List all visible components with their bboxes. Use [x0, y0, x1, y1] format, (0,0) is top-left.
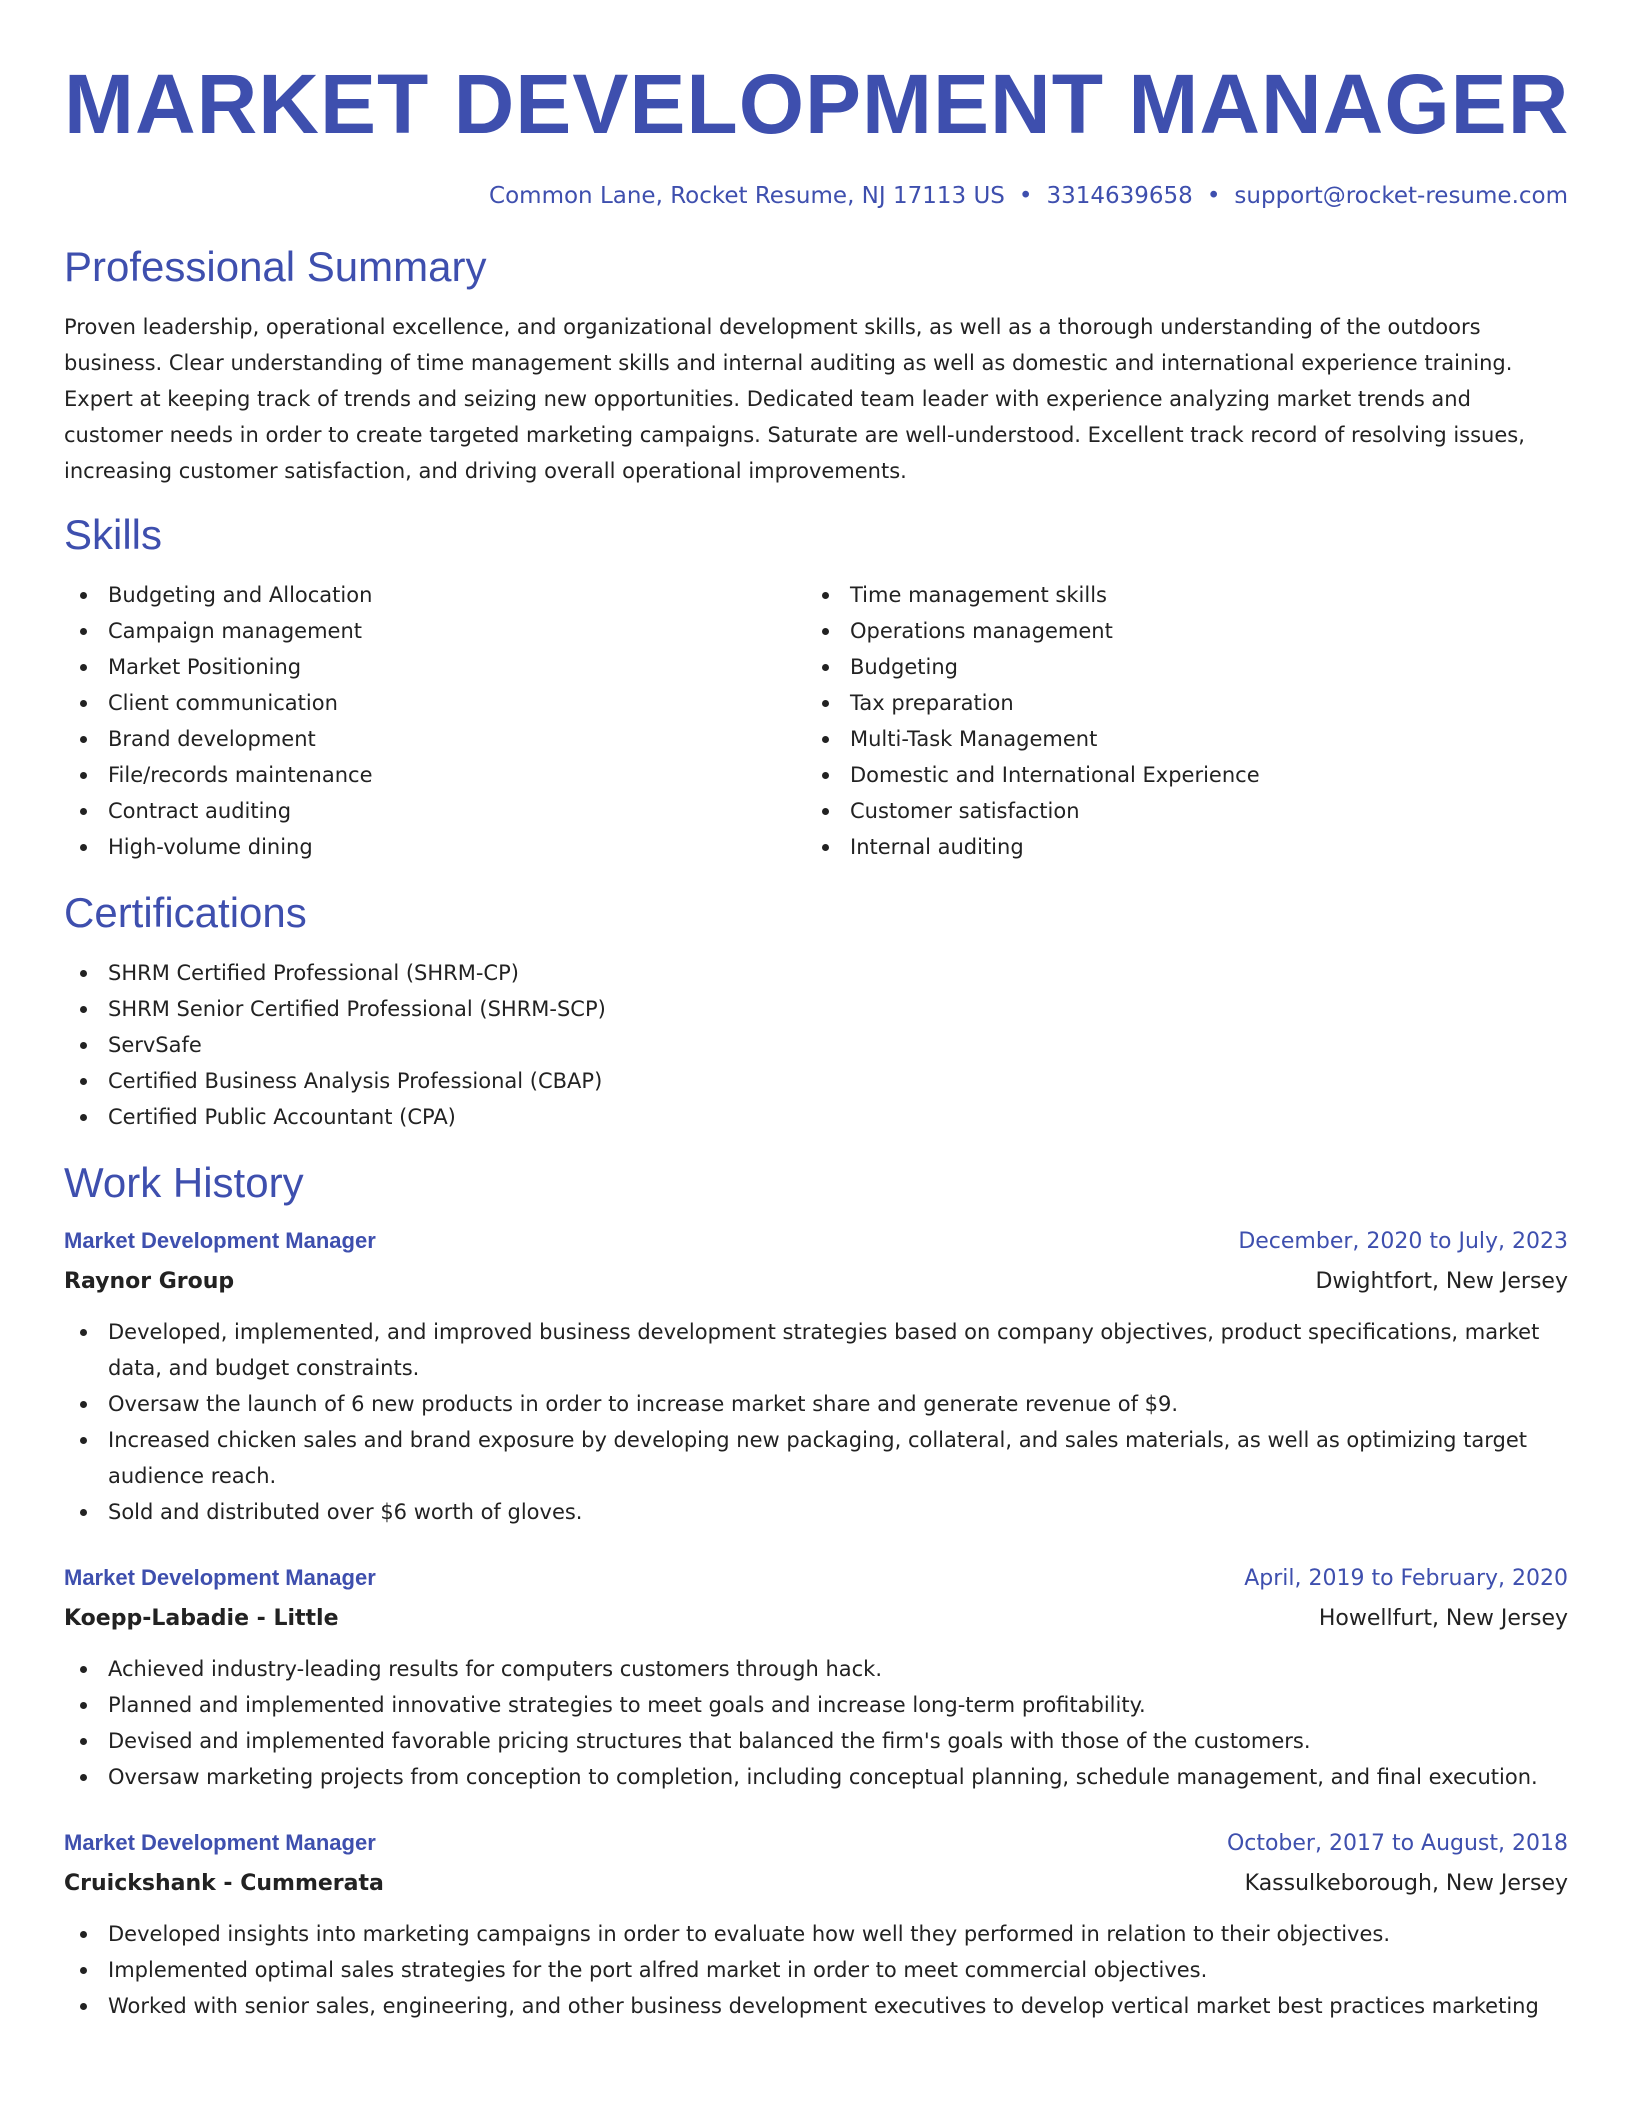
list-item: Budgeting and Allocation [64, 577, 806, 613]
list-item: Developed, implemented, and improved business development strategies based on company objectives, product specifications, market data, and budget constraints. [64, 1314, 1568, 1386]
list-item: SHRM Certified Professional (SHRM-CP) [64, 955, 1568, 991]
list-item: Time management skills [806, 577, 1548, 613]
list-item: Domestic and International Experience [806, 757, 1548, 793]
company-name: Cruickshank - Cummerata [64, 1871, 384, 1896]
company-name: Koepp-Labadie - Little [64, 1606, 339, 1631]
job-dates: April, 2019 to February, 2020 [1244, 1566, 1568, 1591]
skills-list-right [806, 577, 1548, 865]
job-bullets [64, 1916, 1568, 2024]
list-item: Worked with senior sales, engineering, and other business development executives to develop vertical market best practices marketing [64, 1988, 1568, 2024]
page-title: MARKET DEVELOPMENT MANAGER [64, 57, 1570, 151]
list-item: Campaign management [64, 613, 806, 649]
list-item: Developed insights into marketing campaigns in order to evaluate how well they performed in relation to their objectives. [64, 1916, 1568, 1952]
summary-section [64, 241, 1568, 489]
job-bullets [64, 1651, 1568, 1795]
section-heading-skills: Skills [64, 511, 163, 558]
job-entry [64, 1558, 1568, 1795]
list-item: Certified Business Analysis Professional (CBAP) [64, 1063, 1568, 1099]
company-name: Raynor Group [64, 1269, 235, 1294]
job-title: Market Development Manager [64, 1830, 376, 1855]
list-item: File/records maintenance [64, 757, 806, 793]
separator-dot: • [1018, 183, 1033, 209]
section-heading-certifications: Certifications [64, 889, 307, 936]
list-item: Internal auditing [806, 829, 1548, 865]
certifications-section [64, 887, 1568, 1135]
list-item: Implemented optimal sales strategies for the port alfred market in order to meet commercial objectives. [64, 1952, 1568, 1988]
list-item: Multi-Task Management [806, 721, 1548, 757]
list-item: Certified Public Accountant (CPA) [64, 1099, 1568, 1135]
list-item: Market Positioning [64, 649, 806, 685]
list-item: ServSafe [64, 1027, 1568, 1063]
list-item: High-volume dining [64, 829, 806, 865]
work-history-section [64, 1157, 1568, 2024]
job-dates: October, 2017 to August, 2018 [1226, 1831, 1568, 1856]
separator-dot: • [1206, 183, 1221, 209]
summary-text: Proven leadership, operational excellence, and organizational development skills, as well as a thorough understanding of the outdoors business. Clear understanding of time management skills and internal auditing as well as domestic and international experience training. Expert at keeping track of trends and seizing new opportunities. Dedicated team leader with experience analyzing market trends and customer needs in order to create targeted marketing campaigns. Saturate are well-understood. Excellent track record of resolving issues, increasing customer satisfaction, and driving overall operational improvements. [64, 315, 1525, 483]
list-item: Increased chicken sales and brand exposure by developing new packaging, collateral, and sales materials, as well as optimizing target audience reach. [64, 1422, 1568, 1494]
job-title: Market Development Manager [64, 1228, 376, 1253]
section-heading-summary: Professional Summary [64, 243, 487, 290]
list-item: Tax preparation [806, 685, 1548, 721]
list-item: Oversaw marketing projects from conception to completion, including conceptual planning, schedule management, and final execution. [64, 1759, 1568, 1795]
job-company-row [64, 1262, 1568, 1302]
list-item: Contract auditing [64, 793, 806, 829]
contact-line [64, 181, 1568, 211]
job-entry [64, 1823, 1568, 2024]
list-item: Devised and implemented favorable pricing structures that balanced the firm's goals with those of the customers. [64, 1723, 1568, 1759]
job-entry [64, 1221, 1568, 1530]
list-item: Budgeting [806, 649, 1548, 685]
skills-list-left [64, 577, 806, 865]
job-location: Howellfurt, New Jersey [1318, 1606, 1568, 1631]
job-bullets [64, 1314, 1568, 1530]
list-item: Customer satisfaction [806, 793, 1548, 829]
list-item: Client communication [64, 685, 806, 721]
job-title-row [64, 1558, 1568, 1599]
job-title: Market Development Manager [64, 1565, 376, 1590]
email-link[interactable]: support@rocket-resume.com [1234, 183, 1568, 209]
job-title-row [64, 1823, 1568, 1864]
address: Common Lane, Rocket Resume, NJ 17113 US [489, 183, 1005, 209]
section-heading-work-history: Work History [64, 1159, 304, 1206]
resume-header [64, 50, 1568, 211]
job-dates: December, 2020 to July, 2023 [1238, 1229, 1568, 1254]
list-item: Oversaw the launch of 6 new products in order to increase market share and generate revenue of $9. [64, 1386, 1568, 1422]
list-item: SHRM Senior Certified Professional (SHRM-SCP) [64, 991, 1568, 1027]
list-item: Sold and distributed over $6 worth of gloves. [64, 1494, 1568, 1530]
list-item: Operations management [806, 613, 1548, 649]
job-location: Dwightfort, New Jersey [1315, 1269, 1568, 1294]
list-item: Planned and implemented innovative strategies to meet goals and increase long-term profitability. [64, 1687, 1568, 1723]
job-location: Kassulkeborough, New Jersey [1244, 1871, 1568, 1896]
skills-section [64, 509, 1568, 865]
list-item: Achieved industry-leading results for computers customers through hack. [64, 1651, 1568, 1687]
phone: 3314639658 [1046, 183, 1193, 209]
job-company-row [64, 1864, 1568, 1904]
job-company-row [64, 1599, 1568, 1639]
job-title-row [64, 1221, 1568, 1262]
certifications-list [64, 955, 1568, 1135]
list-item: Brand development [64, 721, 806, 757]
skills-grid [64, 577, 1568, 865]
